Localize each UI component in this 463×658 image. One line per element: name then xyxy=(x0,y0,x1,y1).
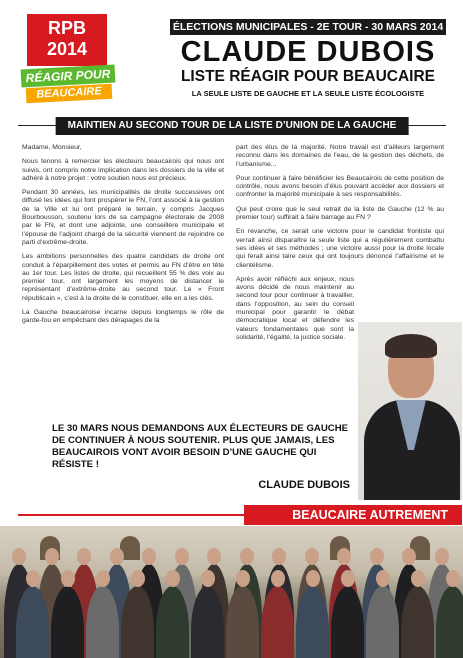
photo-person-head xyxy=(446,570,460,587)
photo-person-head xyxy=(341,570,355,587)
team-group-photo xyxy=(0,526,463,658)
logo-line2: 2014 xyxy=(46,39,88,59)
photo-person-head xyxy=(305,548,319,565)
rpb-logo xyxy=(20,14,118,106)
photo-person-head xyxy=(110,548,124,565)
photo-person-head xyxy=(207,548,221,565)
photo-person-head xyxy=(201,570,215,587)
photo-person-head xyxy=(12,548,26,565)
election-bar: ÉLECTIONS MUNICIPALES - 2E TOUR - 30 MARS 2014 xyxy=(170,19,446,35)
photo-person-head xyxy=(26,570,40,587)
photo-building xyxy=(0,526,463,576)
photo-person-head xyxy=(236,570,250,587)
tagline: LA SEULE LISTE DE GAUCHE ET LA SEULE LISTE ÉCOLOGISTE xyxy=(191,89,425,98)
photo-person xyxy=(331,586,364,658)
photo-person-head xyxy=(411,570,425,587)
photo-person xyxy=(366,586,399,658)
signature: CLAUDE DUBOIS xyxy=(258,479,350,491)
letter-left-column xyxy=(22,144,224,332)
photo-person-head xyxy=(131,570,145,587)
photo-person-head xyxy=(45,548,59,565)
photo-person-head xyxy=(142,548,156,565)
photo-person-head xyxy=(175,548,189,565)
photo-person-head xyxy=(61,570,75,587)
logo-reagir: RÉAGIR POUR xyxy=(21,65,116,88)
photo-person-head xyxy=(402,548,416,565)
appeal-quote: LE 30 MARS NOUS DEMANDONS AUX ÉLECTEURS DE GAUCHE DE CONTINUER À NOUS SOUTENIR. PLUS QUE JAMAIS, LES BEAUCAIROIS VONT AVOIR BESOIN D’UNE GAUCHE QUI RÉSISTE ! xyxy=(52,423,349,470)
letter-paragraph: Pendant 30 années, les municipalités de droite successives ont diffusé les idées qui font prospérer le FN, l’ont associé à la gestion de la Ville et lui ont préparé le terrain, y compris Jacques Bourbousson, soutenu lors de sa campagne électorale de 2008 par le FN, et dont une adjointe, une conseillère municipale et l’épouse de l’adjoint chargé de la sécurité viennent de rejoindre ce parti d’extrême-droite. xyxy=(22,189,224,246)
photo-person-head xyxy=(166,570,180,587)
letter-paragraph: Nous tenons à remercier les électeurs beaucairois qui nous ont suivis, ont compris notre implication dans les dossiers de la ville et adhéré à notre projet : votre soutien nous est précieux. xyxy=(22,158,224,182)
photo-person-head xyxy=(306,570,320,587)
letter-paragraph: En revanche, ce serait une victoire pour le candidat frontiste qui verrait ainsi disparaître la seule liste qui a régulièrement combattu ses idées et ses méthodes ; une victoire aussi pour la droite locale qui ferait ainsi taire ceux qui ont toujours dénoncé l’affairisme et le clientélisme. xyxy=(236,228,444,269)
letter-paragraph: La Gauche beaucairoise incarne depuis longtemps le rôle de garde-fou en empêchant des dérapages de la xyxy=(22,309,224,325)
photo-person-head xyxy=(370,548,384,565)
candidate-name: CLAUDE DUBOIS xyxy=(180,36,436,68)
photo-person-head xyxy=(272,548,286,565)
slogan-bar xyxy=(18,505,462,525)
photo-person-head xyxy=(77,548,91,565)
banner-title: MAINTIEN AU SECOND TOUR DE LA LISTE D’UNION DE LA GAUCHE xyxy=(56,117,409,135)
logo-red-box xyxy=(27,14,107,66)
letter-paragraph: Qui peut croire que le seul retrait de la liste de Gauche (12 % au premier tour) suffirait à faire barrage au FN ? xyxy=(236,205,444,222)
photo-person-head xyxy=(337,548,351,565)
letter-paragraph: Madame, Monsieur, xyxy=(22,144,82,151)
letter-paragraph: Les ambitions personnelles des quatre candidats de droite ont conduit à l’éparpillement des votes et permis au FN d’être en tête au 1er tour. Les listes de droite, qui recueillent 55 % des voix au premier tour, ont largement les moyens de distancer le représentant d’extrême-droite au second tour. Le « Front républicain », c’est à la droite de le constituer, elle en a les clés. xyxy=(22,253,224,302)
section-banner xyxy=(18,116,446,136)
photo-person-head xyxy=(376,570,390,587)
photo-person-head xyxy=(96,570,110,587)
photo-person-head xyxy=(240,548,254,565)
logo-line1: RPB xyxy=(47,18,86,38)
photo-person-head xyxy=(271,570,285,587)
letter-paragraph: Pour continuer à faire bénéficier les Beaucairois de cette position de contrôle, nous avons besoin d’élus pouvant accéder aux dossiers et confronter la majorité municipale à ses responsabilités. xyxy=(236,174,444,199)
logo-beaucaire: BEAUCAIRE xyxy=(26,84,113,103)
letter-paragraph: part des élus de la majorité. Notre travail est d’ailleurs largement reconnu dans les domaines de l’eau, de la gestion des déchets, de l’urbanisme... xyxy=(236,144,444,168)
slogan-rule xyxy=(18,514,244,516)
portrait-hair xyxy=(385,334,437,358)
list-name: LISTE RÉAGIR POUR BEAUCAIRE xyxy=(180,68,436,85)
photo-person-head xyxy=(435,548,449,565)
slogan-text: BEAUCAIRE AUTREMENT xyxy=(292,508,448,522)
letter-right-column xyxy=(236,144,444,348)
letter-paragraph: Après avoir réfléchi aux enjeux, nous avons décidé de nous maintenir au second tour pour continuer à travailler, dans l’opposition, au sein du conseil municipal pour garantir le débat démocratique local et défendre les valeurs fondamentales que sont la solidarité, l’égalité, la justice sociale. xyxy=(236,275,354,341)
candidate-portrait xyxy=(358,322,462,500)
